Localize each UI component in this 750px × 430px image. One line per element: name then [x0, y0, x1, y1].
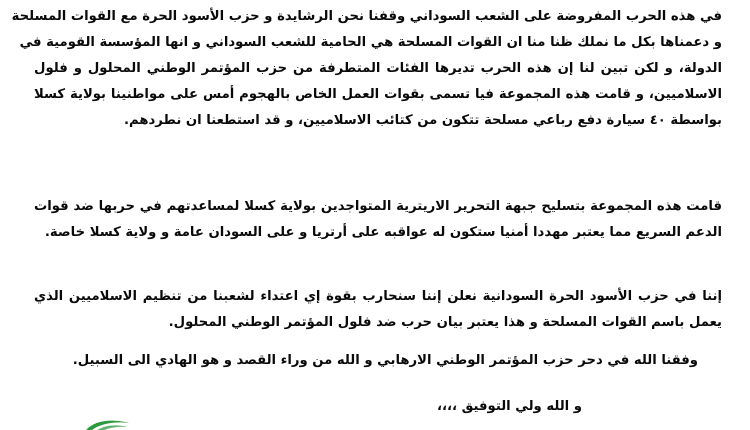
paragraph-declaration [34, 284, 722, 336]
paragraph-closing [34, 394, 722, 420]
text-line: الدولة، و لكن تبين لنا إن هذه الحرب تديرها الفئات المتطرفة من حزب المؤتمر الوطني المحلول و فلول [34, 61, 722, 76]
text-line: و الله ولي التوفيق ،،،، [437, 399, 582, 414]
text-line: في هذه الحرب المفروضة على الشعب السوداني وقفنا نحن الرشايدة و حزب الأسود الحرة مع القوات المسلحة [11, 9, 722, 24]
text-line: إننا في حزب الأسود الحرة السودانية نعلن إننا سنحارب بقوة إي اعتداء لشعبنا من تنظيم الاسلاميين الذي [34, 289, 722, 304]
text-line: الدعم السريع مما يعتبر مهددا أمنيا ستكون له عواقبه على أرتريا و على السودان عامة و ولاية كسلا خاصة. [44, 225, 722, 240]
text-line: و دعمناها بكل ما نملك ظنا منا ان القوات المسلحة هي الحامية للشعب السوداني و انها المؤسسة القومية في [19, 35, 722, 50]
green-emblem-icon [84, 416, 132, 430]
text-line: يعمل باسم القوات المسلحة و هذا يعتبر بيان حرب ضد فلول المؤتمر الوطني المحلول. [168, 315, 722, 330]
text-line: الاسلاميين، و قامت هذه المجموعة فيا تسمى بقوات العمل الخاص بالهجوم أمس على مواطنينا بولاية كسلا [34, 87, 722, 102]
text-line: قامت هذه المجموعة بتسليح جبهة التحرير الاريترية المتواجدين بولاية كسلا لمساعدتهم في حربها ضد قوات [34, 199, 722, 214]
text-line: بواسطة ٤٠ سيارة دفع رباعي مسلحة تتكون من كتائب الاسلاميين، و قد استطعنا ان نطردهم. [124, 113, 722, 128]
paragraph-statement [11, 4, 722, 134]
paragraph-armament [34, 194, 722, 246]
paragraph-prayer [34, 348, 722, 374]
text-line: وفقنا الله في دحر حزب المؤتمر الوطني الارهابي و الله من وراء القصد و هو الهادي الى السبيل. [72, 353, 698, 368]
